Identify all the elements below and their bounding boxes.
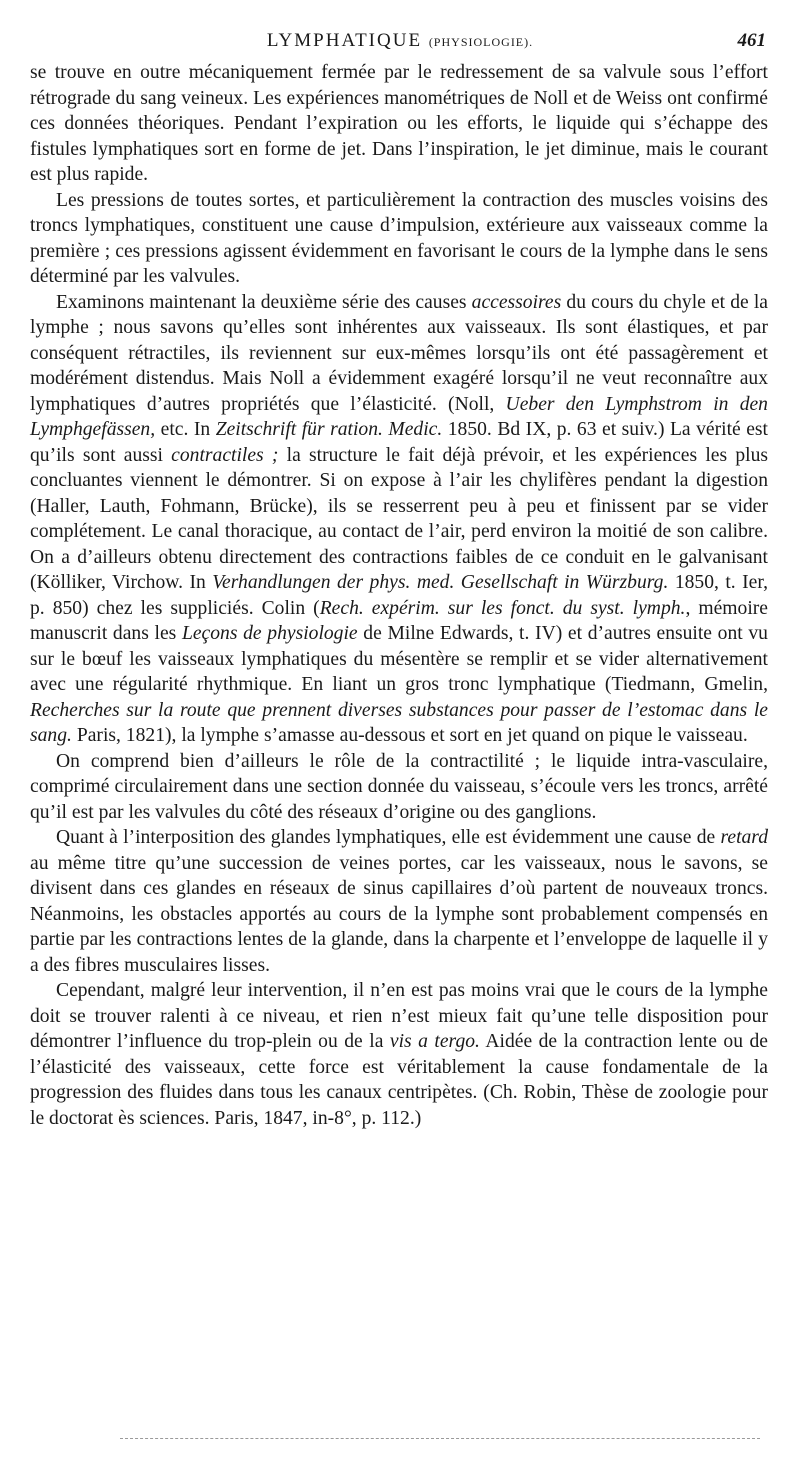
p3-italic-zeitschrift: Zeitschrift für ration. Medic. — [215, 419, 443, 440]
p3-italic-contractiles: contractiles ; — [171, 444, 279, 466]
p3-text-a: Examinons maintenant la deuxième série des causes — [56, 291, 472, 313]
p3-text-q: Paris, 1821), la lymphe s’amasse au-dessous et sort en jet quand on pique le vaisseau. — [71, 725, 748, 746]
p3-text-g: 1850. Bd IX, p. 63 et suiv.) La vérité est qu’ils sont aussi — [30, 419, 768, 466]
body-text — [30, 60, 768, 1131]
paragraph-1: se trouve en outre mécaniquement fermée par le redressement de sa valvule sous l’effort rétrograde du sang veineux. Les expériences manométriques de Noll et de Weiss ont confirmé ces données théoriques. Pendant l’expiration ou les efforts, le liquide qui s’échappe des fistules lymphatiques sort en forme de jet. Dans l’inspiration, le jet diminue, mais le courant est plus rapide. — [30, 62, 768, 185]
paragraph-5 — [30, 825, 768, 978]
header-title-sub: (PHYSIOLOGIE). — [428, 35, 534, 49]
p5-text-c: au même titre qu’une succession de veines portes, car les vaisseaux, nous le savons, se divisent dans ces glandes en réseaux de sinus capillaires d’où partent de nouveaux troncs. Néanmoins, les obstacles apportés au cours de la lymphe sont probablement compensés en partie par les contractions lentes de la glande, dans la charpente et l’enveloppe de laquelle il y a des fibres musculaires lisses. — [30, 852, 768, 976]
p6-text-c: Aidée de la contraction lente ou de l’élasticité des vaisseaux, cette force est véritablement la cause fondamentale de la progression des fluides dans tous les canaux centripètes. (Ch. Robin, Thèse de zoologie pour le doctorat ès sciences. Paris, 1847, in-8°, p. 112.) — [30, 1031, 768, 1129]
paragraph-3 — [30, 290, 768, 749]
p3-text-i: la structure le fait déjà prévoir, et les expériences les plus concluantes viennent le démontrer. Si on expose à l’air les chylifères pendant la digestion (Haller, Lauth, Fohmann, Brücke), ils se resserrent peu à peu et finissent par se vider complétement. Le canal thoracique, au contact de l’air, perd environ la moitié de son calibre. On a d’ailleurs obtenu directement des contractions faibles de ce conduit en le galvanisant (Kölliker, Virchow. In — [30, 444, 768, 593]
p3-italic-lecons: Leçons de physiologie — [181, 623, 358, 644]
p3-text-k: 1850, t. Ier, p. 850) chez les suppliciés. Colin ( — [30, 572, 769, 619]
paragraph-6 — [30, 978, 768, 1131]
p3-italic-noll-title: Ueber den Lymphstrom in den Lymphgefässen, — [30, 393, 768, 440]
running-header — [30, 30, 770, 60]
p6-text-a: Cependant, malgré leur intervention, il n’en est pas moins vrai que le cours de la lymphe doit se trouver ralenti à ce niveau, et rien n’est mieux fait qu’une telle disposition pour démontrer l’influence du trop-plein ou de la — [30, 980, 768, 1052]
p3-italic-accessoires: accessoires — [471, 291, 562, 313]
page-number: 461 — [737, 30, 766, 51]
p3-text-e: etc. In — [155, 419, 216, 440]
p3-italic-verhandlungen: Verhandlungen der phys. med. Gesellschaft in Würzburg. — [212, 572, 669, 593]
p6-italic-vis-a-tergo: vis a tergo. — [389, 1031, 480, 1052]
paragraph-2: Les pressions de toutes sortes, et particulièrement la contraction des muscles voisins des troncs lymphatiques, constituent une cause d’impulsion, extérieure aux vaisseaux comme la première ; ces pressions agissent évidemment en favorisant le cours de la lymphe dans le sens déterminé par les valvules. — [30, 189, 768, 287]
p5-text-a: Quant à l’interposition des glandes lymphatiques, elle est évidemment une cause de — [56, 827, 721, 848]
p5-italic-retard: retard — [720, 827, 768, 848]
p3-italic-recherches: Recherches sur la route que prennent diverses substances pour passer de l’estomac dans le sang. — [30, 699, 768, 746]
p3-text-o: de Milne Edwards, t. IV) et d’autres ensuite ont vu sur le bœuf les vaisseaux lymphatiques du mésentère se remplir et se vider alternativement avec une régularité rhythmique. En liant un gros tronc lymphatique (Tiedmann, Gmelin, — [30, 623, 768, 695]
p3-text-c: du cours du chyle et de la lymphe ; nous savons qu’elles sont inhérentes aux vaisseaux. Ils sont élastiques, et par conséquent rétractiles, ils reviennent sur eux-mêmes lorsqu’ils ont été passagèrement et modérément distendus. Mais Noll a évidemment exagéré lorsqu’il ne veut reconnaître aux lymphatiques d’autres propriétés que l’élasticité. (Noll, — [30, 291, 768, 415]
p3-italic-rech-experim: Rech. expérim. sur les fonct. du syst. lymph. — [319, 597, 686, 619]
header-title — [30, 30, 770, 52]
p3-text-m: , mémoire manuscrit dans les — [30, 597, 768, 644]
footer-dotted-rule — [120, 1438, 760, 1439]
header-title-main: LYMPHATIQUE — [266, 30, 423, 51]
paragraph-4: On comprend bien d’ailleurs le rôle de la contractilité ; le liquide intra-vasculaire, comprimé circulairement dans une section donnée du vaisseau, s’écoule vers les troncs, arrêté qu’il est par les valvules du côté des réseaux d’origine ou des ganglions. — [30, 750, 768, 823]
